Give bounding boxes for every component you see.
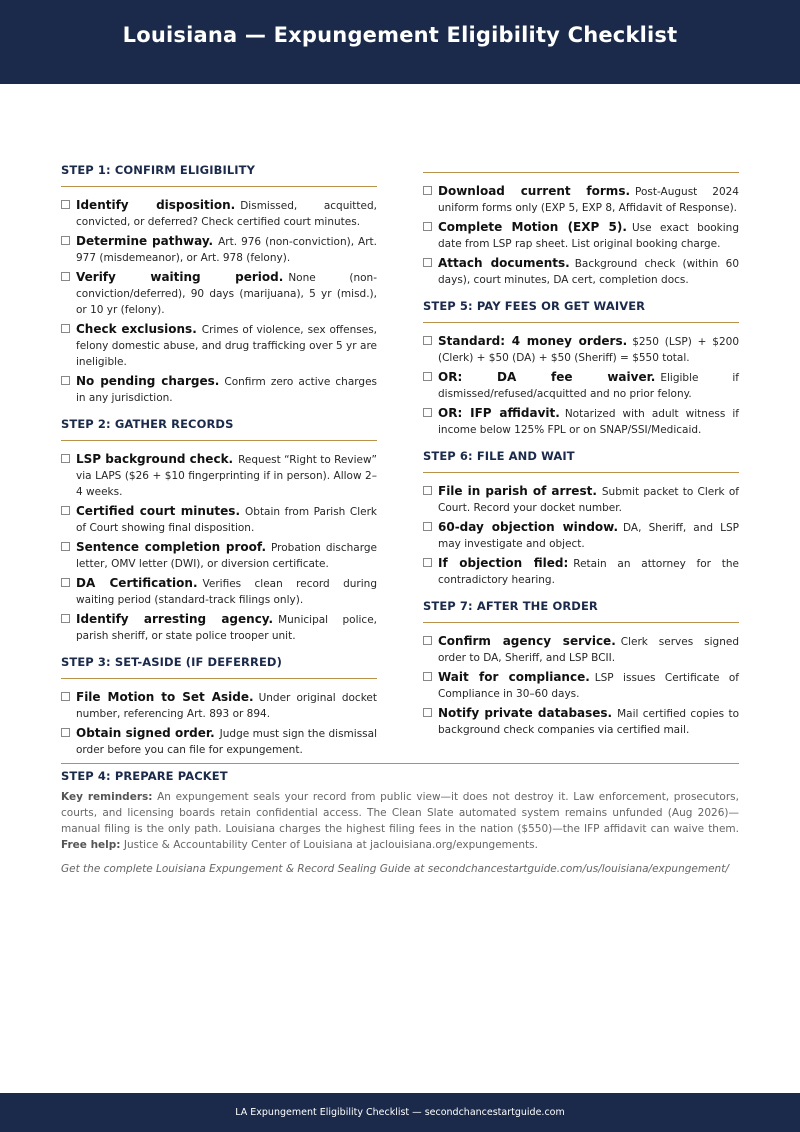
item-text: DA, Sheriff, and LSP may investigate and object. — [438, 522, 739, 550]
page-header — [0, 0, 800, 84]
step-heading: STEP 7: AFTER THE ORDER — [423, 599, 598, 613]
step-heading: STEP 6: FILE AND WAIT — [423, 449, 575, 463]
item-text: Dismissed, acquitted, convicted, or deferred? Check certified court minutes. — [76, 200, 377, 228]
guide-link[interactable]: Get the complete Louisiana Expungement & Record Sealing Guide at secondchancestartguide.com/us/louisiana/expungement/ — [61, 863, 729, 875]
item-text: Background check (within 60 days), court minutes, DA cert, completion docs. — [438, 258, 740, 286]
checkbox[interactable] — [61, 542, 70, 551]
item-text: Use exact booking date from LSP rap sheet. List original booking charge. — [438, 222, 739, 250]
checkbox[interactable] — [423, 372, 432, 381]
step-rule — [423, 322, 739, 323]
checklist-item — [61, 611, 377, 644]
page-title: Louisiana — Expungement Eligibility Checklist — [122, 23, 678, 47]
checkbox[interactable] — [61, 236, 70, 245]
checkbox[interactable] — [423, 258, 432, 267]
step-heading: STEP 3: SET-ASIDE (IF DEFERRED) — [61, 655, 282, 669]
step-heading: STEP 2: GATHER RECORDS — [61, 417, 234, 431]
checklist-item — [423, 405, 739, 438]
item-title: Obtain signed order. — [76, 726, 215, 740]
step-spacer — [423, 441, 739, 448]
item-text: None (non-conviction/deferred), 90 days (marijuana), 5 yr (misd.), or 10 yr (felony). — [76, 272, 377, 316]
checkbox[interactable] — [61, 728, 70, 737]
checklist-item — [423, 705, 739, 738]
step-heading: STEP 4: PREPARE PACKET — [61, 769, 228, 783]
checklist-item — [423, 633, 739, 666]
checkbox[interactable] — [61, 376, 70, 385]
item-title: 60-day objection window. — [438, 520, 619, 534]
checklist-item — [423, 483, 739, 516]
step-heading: STEP 5: PAY FEES OR GET WAIVER — [423, 299, 646, 313]
item-text: Under original docket number, referencing Art. 893 or 894. — [76, 692, 377, 720]
item-text: Clerk serves signed order to DA, Sheriff, and LSP BCII. — [438, 636, 739, 664]
checklist-item — [423, 255, 739, 288]
item-text: Retain an attorney for the contradictory hearing. — [438, 558, 739, 586]
checklist-item — [61, 321, 377, 370]
item-text: LSP issues Certificate of Compliance in 30–60 days. — [438, 672, 740, 700]
item-title: Determine pathway. — [76, 234, 214, 248]
checklist-item — [61, 269, 377, 318]
checkbox[interactable] — [423, 708, 432, 717]
item-text: Municipal police, parish sheriff, or state police trooper unit. — [76, 614, 377, 642]
step-spacer — [61, 647, 377, 654]
checkbox[interactable] — [61, 578, 70, 587]
step-spacer — [61, 409, 377, 416]
checkbox[interactable] — [423, 636, 432, 645]
step-rule — [61, 440, 377, 441]
step-rule — [61, 186, 377, 187]
item-title: Identify disposition. — [76, 198, 236, 212]
checklist-item — [423, 333, 739, 366]
checkbox[interactable] — [423, 186, 432, 195]
item-text: Judge must sign the dismissal order before you can file for expungement. — [76, 728, 377, 756]
item-title: Sentence completion proof. — [76, 540, 267, 554]
item-text: Obtain from Parish Clerk of Court showing final disposition. — [76, 506, 377, 534]
checklist-item — [423, 219, 739, 252]
checkbox[interactable] — [423, 558, 432, 567]
step-rule — [423, 172, 739, 173]
checkbox[interactable] — [61, 506, 70, 515]
checklist-item — [61, 689, 377, 722]
item-text: $250 (LSP) + $200 (Clerk) + $50 (DA) + $50 (Sheriff) = $550 total. — [438, 336, 739, 364]
step-heading: STEP 1: CONFIRM ELIGIBILITY — [61, 163, 255, 177]
footer-text: LA Expungement Eligibility Checklist — secondchancestartguide.com — [235, 1107, 565, 1118]
right-column — [423, 162, 739, 784]
step-rule — [423, 472, 739, 473]
item-title: DA Certification. — [76, 576, 198, 590]
item-title: Confirm agency service. — [438, 634, 616, 648]
left-column — [61, 162, 377, 784]
checkbox[interactable] — [61, 454, 70, 463]
checkbox[interactable] — [423, 222, 432, 231]
item-title: OR: IFP affidavit. — [438, 406, 560, 420]
item-title: Check exclusions. — [76, 322, 197, 336]
item-text: Post-August 2024 uniform forms only (EXP 5, EXP 8, Affidavit of Response). — [438, 186, 739, 214]
checklist-item — [61, 197, 377, 230]
item-title: Wait for compliance. — [438, 670, 590, 684]
item-title: Download current forms. — [438, 184, 631, 198]
checklist-item — [61, 725, 377, 758]
checklist-item — [61, 503, 377, 536]
checklist-columns — [61, 162, 739, 784]
item-title: OR: DA fee waiver. — [438, 370, 656, 384]
item-title: Complete Motion (EXP 5). — [438, 220, 627, 234]
checkbox[interactable] — [423, 486, 432, 495]
free-help-text: Justice & Accountability Center of Louisiana at jaclouisiana.org/expungements. — [123, 839, 538, 851]
item-text: Request “Right to Review” via LAPS ($26 + $10 fingerprinting if in person). Allow 2–4 weeks. — [76, 454, 377, 498]
checklist-item — [423, 183, 739, 216]
reminders-label: Key reminders: — [61, 791, 153, 803]
item-text: Confirm zero active charges in any jurisdiction. — [76, 376, 377, 404]
step-spacer — [423, 291, 739, 298]
checklist-item — [61, 233, 377, 266]
item-title: LSP background check. — [76, 452, 234, 466]
step-spacer — [423, 591, 739, 598]
item-title: If objection filed: — [438, 556, 569, 570]
section-divider — [61, 763, 739, 764]
checklist-item — [423, 555, 739, 588]
item-text: Eligible if dismissed/refused/acquitted and no prior felony. — [438, 372, 740, 400]
item-text: Mail certified copies to background check companies via certified mail. — [438, 708, 739, 736]
checkbox[interactable] — [61, 272, 70, 281]
item-title: No pending charges. — [76, 374, 220, 388]
reminders-text: An expungement seals your record from public view—it does not destroy it. Law enforcement, prosecutors, courts, and licensing boards retain confidential access. The Clean Slate automated system remains unfunded (Aug 2026)—manual filing is the only path. Louisiana charges the highest filing fees in the nation ($550)—the IFP affidavit can waive them. — [61, 791, 739, 835]
item-title: Identify arresting agency. — [76, 612, 274, 626]
checkbox[interactable] — [61, 614, 70, 623]
step-rule — [423, 622, 739, 623]
free-help-label: Free help: — [61, 839, 121, 851]
checkbox[interactable] — [61, 692, 70, 701]
item-title: Verify waiting period. — [76, 270, 284, 284]
checkbox[interactable] — [423, 408, 432, 417]
item-title: File Motion to Set Aside. — [76, 690, 254, 704]
checklist-item — [61, 539, 377, 572]
key-reminders — [61, 789, 739, 853]
checklist-item — [423, 519, 739, 552]
item-text: Submit packet to Clerk of Court. Record your docket number. — [438, 486, 739, 514]
checkbox[interactable] — [423, 672, 432, 681]
item-title: File in parish of arrest. — [438, 484, 597, 498]
item-text: Probation discharge letter, OMV letter (DWI), or diversion certificate. — [76, 542, 377, 570]
step-rule — [61, 678, 377, 679]
item-text: Art. 976 (non-conviction), Art. 977 (misdemeanor), or Art. 978 (felony). — [76, 236, 377, 264]
checkbox[interactable] — [61, 324, 70, 333]
checklist-item — [423, 669, 739, 702]
item-text: Verifies clean record during waiting period (standard-track filings only). — [76, 578, 377, 606]
item-text: Crimes of violence, sex offenses, felony domestic abuse, and drug trafficking over 5 yr are ineligible. — [76, 324, 378, 368]
checkbox[interactable] — [423, 522, 432, 531]
checkbox[interactable] — [423, 336, 432, 345]
item-title: Certified court minutes. — [76, 504, 241, 518]
item-text: Notarized with adult witness if income below 125% FPL or on SNAP/SSI/Medicaid. — [438, 408, 739, 436]
checklist-item — [61, 575, 377, 608]
checklist-item — [423, 369, 739, 402]
checklist-item — [61, 451, 377, 500]
checklist-item — [61, 373, 377, 406]
page-footer — [0, 1093, 800, 1132]
item-title: Notify private databases. — [438, 706, 613, 720]
item-title: Standard: 4 money orders. — [438, 334, 628, 348]
item-title: Attach documents. — [438, 256, 570, 270]
checkbox[interactable] — [61, 200, 70, 209]
